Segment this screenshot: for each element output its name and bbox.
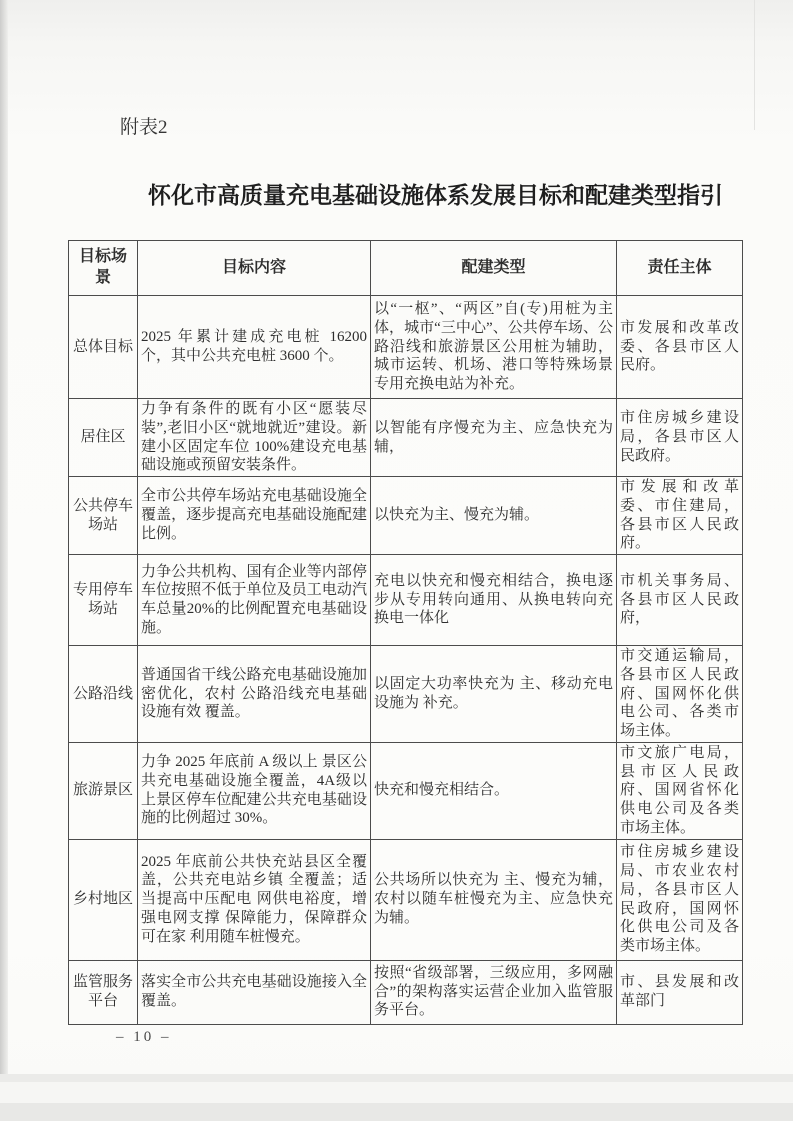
table-row [69,399,743,477]
attachment-label: 附表2 [120,117,168,138]
cell-responsible: 市发展和改革改委、各县市区人民府。 [617,296,743,399]
cell-responsible: 市发展和改革委、市住建局，各县市区人民政府。 [617,477,743,555]
cell-type: 快充和慢充相结合。 [371,742,617,839]
cell-type: 充电以快充和慢充相结合，换电逐步从专用转向通用、从换电转向充换电一体化 [371,555,617,646]
cell-responsible: 市机关事务局、各县市区人民政府， [617,555,743,646]
cell-scene: 监管服务平台 [69,960,138,1024]
cell-content: 落实全市公共充电基础设施接入全覆盖。 [138,960,371,1024]
col-header-responsible: 责任主体 [617,241,743,296]
table-row [69,839,743,960]
scan-bottom-band [0,1082,793,1103]
cell-responsible: 市文旅广电局，县市区人民政府、国网省怀化供电公司及各类市场主体。 [617,742,743,839]
cell-scene: 公共停车场站 [69,477,138,555]
col-header-content: 目标内容 [138,241,371,296]
cell-type: 以智能有序慢充为主、应急快充为辅， [371,399,617,477]
cell-type: 公共场所以快充为 主、慢充为辅，农村以随车桩慢充为主、应急快充为辅。 [371,839,617,960]
table-row [69,960,743,1024]
cell-responsible: 市交通运输局，各县市区人民政府、国网怀化供电公司、各类市场主体。 [617,646,743,743]
cell-content: 力争有条件的既有小区“愿装尽装”,老旧小区“就地就近”建设。新建小区固定车位 100%建设充电基础设施或预留安装条件。 [138,399,371,477]
cell-content: 2025 年累计建成充电桩 16200 个，其中公共充电桩 3600 个。 [138,296,371,399]
cell-responsible: 市住房城乡建设局、市农业农村局，各县市区人民政府，国网怀化供电公司及各类市场主体。 [617,839,743,960]
table-row [69,742,743,839]
cell-content: 全市公共停车场站充电基础设施全覆盖，逐步提高充电基础设施配建比例。 [138,477,371,555]
cell-content: 普通国省干线公路充电基础设施加密优化，农村 公路沿线充电基础设施有效 覆盖。 [138,646,371,743]
doc-title: 怀化市高质量充电基础设施体系发展目标和配建类型指引 [148,182,723,208]
cell-content: 力争公共机构、国有企业等内部停车位按照不低于单位及员工电动汽车总量20%的比例配置充电基础设施。 [138,555,371,646]
cell-content: 2025 年底前公共快充站县区全覆盖，公共充电站乡镇 全覆盖；适当提高中压配电 网供电裕度，增强电网支撑 保障能力，保障群众可在家 利用随车桩慢充。 [138,839,371,960]
page-number: – 10 – [116,1029,172,1045]
col-header-scene: 目标场景 [69,241,138,296]
cell-type: 按照“省级部署，三级应用，多网融合”的架构落实运营企业加入监管服务平台。 [371,960,617,1024]
table-row [69,296,743,399]
scan-edge-left [0,0,8,1121]
cell-scene: 专用停车场站 [69,555,138,646]
col-header-type: 配建类型 [371,241,617,296]
cell-scene: 总体目标 [69,296,138,399]
cell-content: 力争 2025 年底前 A 级以上 景区公共充电基础设施全覆盖，4A级以上景区停车位配建公共充电基础设施的比例超过 30%。 [138,742,371,839]
cell-type: 以“一枢”、“两区”自(专)用桩为主体，城市“三中心”、公共停车场、公路沿线和旅游景区公用桩为辅助，城市运转、机场、港口等特殊场景专用充换电站为补充。 [371,296,617,399]
cell-scene: 乡村地区 [69,839,138,960]
cell-responsible: 市住房城乡建设局，各县市区人民政府。 [617,399,743,477]
scan-bottom-band [0,1074,793,1082]
cell-type: 以固定大功率快充为 主、移动充电设施为 补充。 [371,646,617,743]
table-row [69,555,743,646]
table-header-row [69,241,743,296]
cell-type: 以快充为主、慢充为辅。 [371,477,617,555]
cell-responsible: 市、县发展和改革部门 [617,960,743,1024]
guideline-table [68,240,743,1025]
cell-scene: 公路沿线 [69,646,138,743]
scan-artifact-line [754,0,755,130]
scan-bottom-band [0,1103,793,1121]
cell-scene: 居住区 [69,399,138,477]
cell-scene: 旅游景区 [69,742,138,839]
table-row [69,646,743,743]
table-row [69,477,743,555]
